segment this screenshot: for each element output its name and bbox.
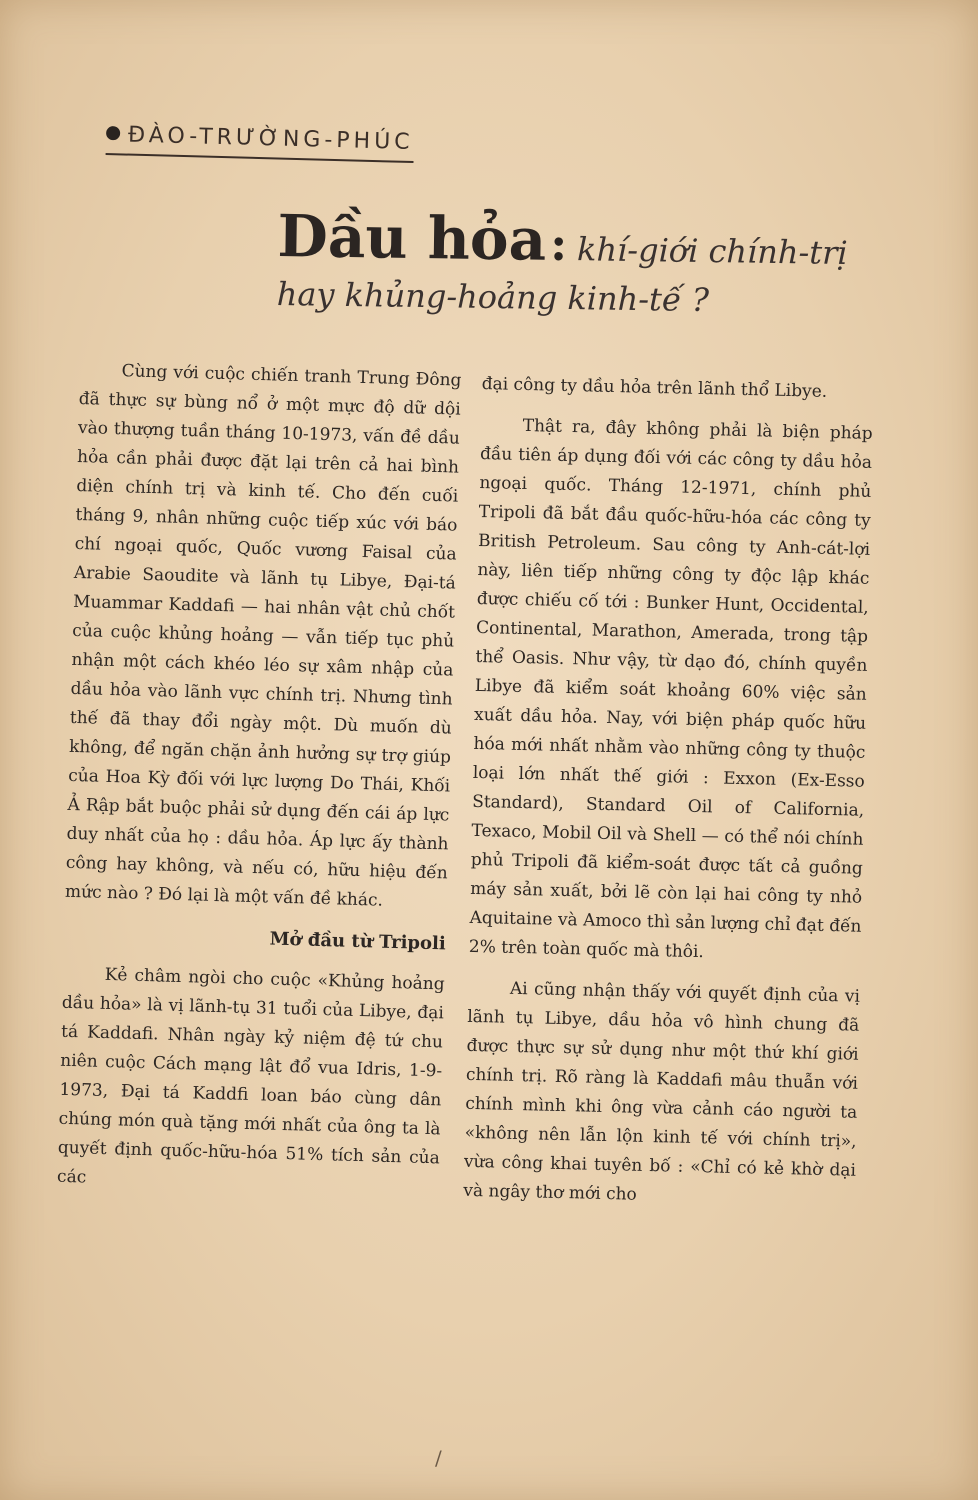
headline-main: Dầu hỏa	[277, 202, 547, 274]
body-paragraph: đại công ty dầu hỏa trên lãnh thổ Libye.	[481, 373, 828, 402]
bullet-icon	[106, 126, 120, 140]
left-column	[56, 356, 462, 1214]
right-column	[463, 370, 874, 1227]
headline-colon: :	[549, 216, 568, 272]
headline-subtitle-line1: khí-giới chính-trị	[576, 230, 848, 272]
headline-subtitle-line2: hay khủng-hoảng kinh-tế ?	[276, 274, 710, 319]
body-paragraph: Thật ra, đây không phải là biện pháp đầu tiên áp dụng đối với các công ty dầu hỏa ngoại quốc. Tháng 12-1971, chính phủ Tripoli đã bắt đầu quốc-hữu-hóa các công ty British Petroleum. Sau công ty Anh-cát-lợi này, liên tiếp những công ty độc lập khác được chiếu cố tới : Bunker Hunt, Occidental, Continental, Marathon, Amerada, trong tập thể Oasis. Như vậy, từ dạo đó, chính quyền Libye đã kiểm soát khoảng 60% việc sản xuất dầu hỏa. Nay, với biện pháp quốc hữu hóa mới nhất nhằm vào những công ty thuộc loại lớn nhất thế giới : Exxon (Ex-Esso Standard), Standard Oil of California, Texaco, Mobil Oil và Shell — có thể nói chính phủ Tripoli đã kiểm-soát được tất cả guồng máy sản xuất, bởi lẽ còn lại hai công ty nhỏ Aquitaine và Amoco thì sản lượng chỉ đạt đến 2% trên toàn quốc mà thôi.	[468, 415, 873, 963]
section-heading: Mở đầu từ Tripoli	[269, 928, 447, 955]
body-paragraph: Kẻ châm ngòi cho cuộc «Khủng hoảng dầu hỏa» là vị lãnh-tụ 31 tuổi của Libye, đại tá Kaddafi. Nhân ngày kỷ niệm đệ tứ chu niên cuộc Cách mạng lật đổ vua Idris, 1-9-1973, Đại tá Kaddfi loan báo cùng dân chúng món quà tặng mới nhất của ông ta là quyết định quốc-hữu-hóa 51% tích sản của các	[56, 964, 445, 1188]
body-paragraph: Cùng với cuộc chiến tranh Trung Đông đã thực sự bùng nổ ở một mực độ dữ dội vào thượng tuần tháng 10-1973, vấn đề dầu hỏa cần phải được đặt lại trên cả hai bình diện chính trị và kinh tế. Cho đến cuối tháng 9, nhân những cuộc tiếp xúc với báo chí ngoại quốc, Quốc vương Faisal của Arabie Saoudite và lãnh tụ Libye, Đại-tá Muammar Kaddafi — hai nhân vật chủ chốt của cuộc khủng hoảng — vẫn tiếp tục phủ nhận một cách khéo léo sự xâm nhập của dầu hỏa vào lãnh vực chính trị. Nhưng tình thế đã thay đổi ngày một. Dù muốn dù không, để ngăn chặn ảnh hưởng sự trợ giúp của Hoa Kỳ đối với lực lượng Do Thái, Khối Ả Rập bắt buộc phải sử dụng đến cái áp lực duy nhất của họ : dầu hỏa. Áp lực ấy thành công hay không, và nếu có, hữu hiệu đến mức nào ? Đó lại là một vấn đề khác.	[64, 361, 462, 911]
page-mark: /	[435, 1446, 442, 1470]
author-byline	[106, 122, 414, 163]
article-headline	[276, 202, 917, 322]
author-name: ĐÀO-TRƯỜNG-PHÚC	[127, 122, 414, 156]
body-paragraph: Ai cũng nhận thấy với quyết định của vị lãnh tụ Libye, dầu hỏa vô hình chung đã được thực sự sử dụng như một thứ khí giới chính trị. Rõ ràng là Kaddafi mâu thuẫn với chính mình khi ông vừa cảnh cáo người ta «không nên lẫn lộn kinh tế với chính trị», vừa công khai tuyên bố : «Chỉ có kẻ khờ dại và ngây thơ mới cho	[463, 978, 861, 1205]
